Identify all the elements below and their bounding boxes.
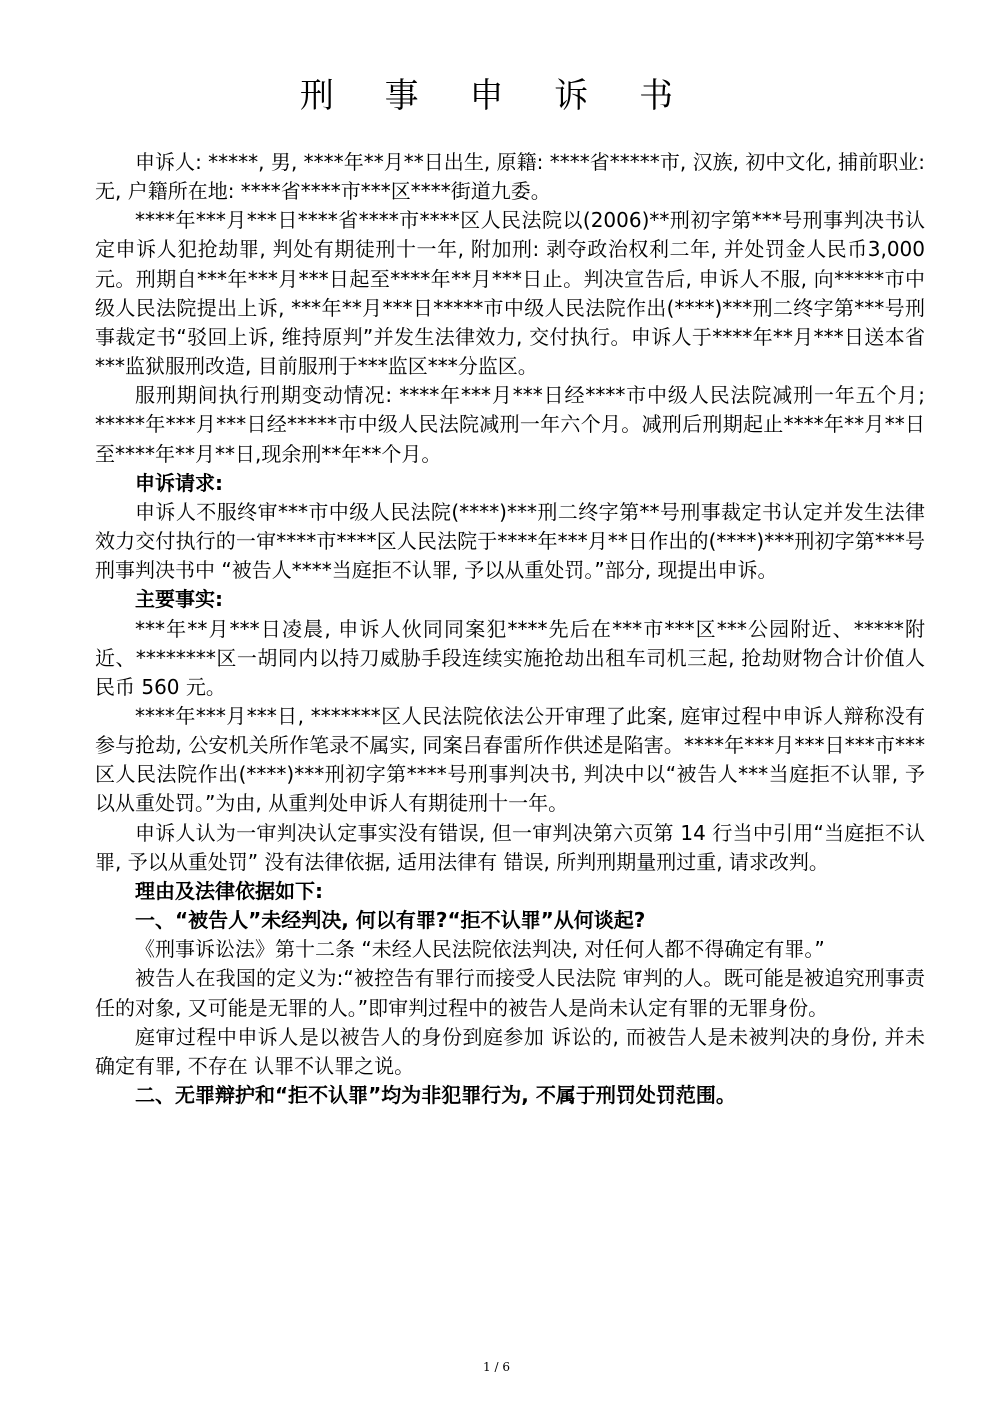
- paragraph-appeal-request: 申诉人不服终审***市中级人民法院(****)***刑二终字第**号刑事裁定书认定并发生法律效力交付执行的一审****市****区人民法院于****年***月**日作出的(****)***刑初字第***号刑事判决书中 “被告人****当庭拒不认罪, 予以从重处罚。”部分, 现提出申诉。: [95, 499, 925, 583]
- paragraph-sentence-changes: 服刑期间执行刑期变动情况: ****年***月***日经****市中级人民法院减刑一年五个月; *****年***月***日经*****市中级人民法院减刑一年六个月。减刑后刑期起止****年**月**日至****年**月**日,现余刑**年**个月。: [95, 383, 925, 466]
- heading-appeal-request: 申诉请求:: [135, 470, 223, 495]
- paragraph-facts-crime: ***年**月***日凌晨, 申诉人伙同同案犯****先后在***市***区***公园附近、*****附近、********区一胡同内以持刀威胁手段连续实施抢劫出租车司机三起, 抢劫财物合计价值人民币 560 元。: [95, 616, 925, 699]
- heading-main-facts: 主要事实:: [135, 587, 223, 612]
- heading-reason-two: 二、无罪辩护和“拒不认罪”均为非犯罪行为, 不属于刑罚处罚范围。: [135, 1083, 736, 1107]
- document-title: 刑 事 申 诉 书: [299, 76, 694, 116]
- paragraph-original-judgment: ****年***月***日****省****市****区人民法院以(2006)**刑初字第***号刑事判决书认定申诉人犯抢劫罪, 判处有期徒刑十一年, 附加刑: 剥夺政治权利二年, 并处罚金人民币3,000 元。刑期自***年***月***日起至****年**月***日止。判决宣告后, 申诉人不服, 向*****市中级人民法院提出上诉, ***年**月***日*****市中级人民法院作出(****)***刑二终字第***号刑事裁定书“驳回上诉, 维持原判”并发生法律效力, 交付执行。申诉人于****年**月***日送本省***监狱服刑改造, 目前服刑于***监区***分监区。: [95, 208, 925, 379]
- heading-reason-one: 一、“被告人”未经判决, 何以有罪?“拒不认罪”从何谈起?: [135, 908, 646, 933]
- document-body: [95, 148, 925, 1110]
- heading-reasons: 理由及法律依据如下:: [135, 878, 323, 903]
- paragraph-appellant-view: 申诉人认为一审判决认定事实没有错误, 但一审判决第六页第 14 行当中引用“当庭拒不认罪, 予以从重处罚” 没有法律依据, 适用法律有 错误, 所判刑期量刑过重, 请求改判。: [95, 820, 925, 874]
- paragraph-defendant-status: 庭审过程中申诉人是以被告人的身份到庭参加 诉讼的, 而被告人是未被判决的身份, 并未确定有罪, 不存在 认罪不认罪之说。: [95, 1024, 925, 1078]
- paragraph-appellant-info: 申诉人: *****, 男, ****年**月**日出生, 原籍: ****省*****市, 汉族, 初中文化, 捕前职业: 无, 户籍所在地: ****省****市***区****街道九委。: [95, 150, 925, 204]
- paragraph-law-article-12: 《刑事诉讼法》第十二条 “未经人民法院依法判决, 对任何人都不得确定有罪。”: [135, 937, 825, 962]
- paragraph-facts-trial: ****年***月***日, *******区人民法院依法公开审理了此案, 庭审过程中申诉人辩称没有参与抢劫, 公安机关所作笔录不属实, 同案吕春雷所作供述是陷害。****年***月***日***市***区人民法院作出(****)***刑初字第****号刑事判决书, 判决中以“被告人***当庭拒不认罪, 予以从重处罚。”为由, 从重判处申诉人有期徒刑十一年。: [95, 703, 925, 816]
- page-number: 1 / 6: [483, 1360, 510, 1374]
- paragraph-defendant-definition: 被告人在我国的定义为:“被控告有罪行而接受人民法院 审判的人。既可能是被追究刑事责任的对象, 又可能是无罪的人。”即审判过程中的被告人是尚未认定有罪的无罪身份。: [95, 966, 925, 1020]
